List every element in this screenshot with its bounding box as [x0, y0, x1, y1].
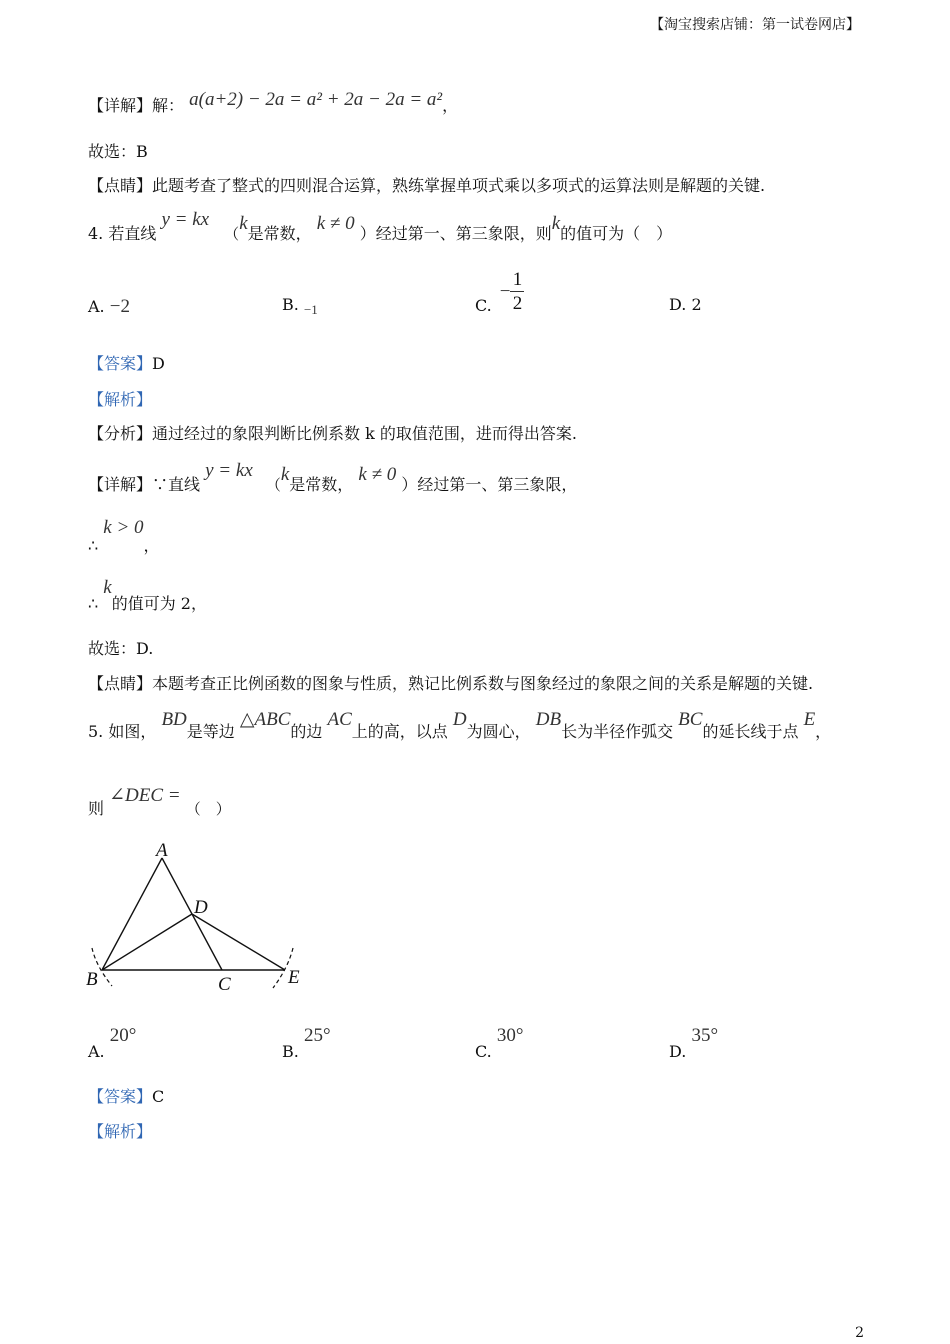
q5-then: 则: [88, 799, 105, 818]
q5-stem-2: [88, 785, 231, 818]
answer-tag: 【答案】: [88, 354, 153, 373]
punct: ，: [815, 722, 832, 741]
option-value: 2: [691, 295, 702, 314]
option-value: 30°: [496, 1025, 524, 1046]
option-value: 20°: [109, 1025, 137, 1046]
option-label: B.: [282, 1042, 299, 1061]
q4-therefore-2: [88, 577, 207, 613]
q5-option-c: [475, 1025, 524, 1061]
q5-number: 5. 如图，: [88, 722, 157, 741]
k-symbol-2: k: [551, 213, 561, 234]
q4-choice: 故选：D.: [88, 639, 154, 658]
q3-choice: 故选：B: [88, 142, 148, 161]
option-value: 25°: [303, 1025, 331, 1046]
q4-fenxi: [88, 426, 577, 442]
segment-bd: [102, 914, 192, 970]
q5-option-a: [88, 1025, 137, 1061]
q3-comment: [88, 178, 765, 194]
q4-condition-2: k ≠ 0: [358, 464, 397, 485]
option-label: D.: [669, 1042, 687, 1061]
detail-prefix: 解：: [152, 96, 185, 115]
answer-paren: （ ）: [185, 800, 231, 818]
comment-tag: 【点睛】: [88, 674, 153, 693]
q4-therefore-1: [88, 517, 160, 555]
therefore-symbol: ∴: [88, 536, 99, 555]
q4-equation: y = kx: [161, 209, 210, 230]
answer-value: C: [152, 1087, 165, 1106]
detail-text-2: 是常数，: [289, 475, 354, 494]
fraction-bar: [510, 291, 524, 292]
therefore-symbol: ∴: [88, 594, 99, 613]
triangle-figure: [80, 838, 320, 998]
label-a: A: [156, 840, 168, 861]
q4-number: 4. 若直线: [88, 224, 157, 243]
q4-equation-2: y = kx: [205, 460, 253, 481]
detail-text-3: ）经过第一、第三象限，: [401, 475, 578, 494]
fenxi-text: 通过经过的象限判断比例系数 k 的取值范围，进而得出答案.: [152, 424, 577, 443]
q5-text: 的延长线于点: [702, 722, 799, 741]
q5-option-b: [282, 1025, 331, 1061]
point-e: E: [803, 709, 816, 730]
k-symbol: k: [239, 213, 248, 234]
fraction-numerator: 1: [512, 268, 523, 290]
q4-comment: [88, 676, 813, 692]
answer-value: D: [152, 354, 165, 373]
fraction-denominator: 2: [512, 292, 523, 314]
triangle-abc: △ABC: [239, 709, 291, 730]
angle-dec: ∠DEC =: [109, 785, 181, 806]
option-label: B.: [282, 295, 299, 314]
page-number: 2: [855, 1325, 864, 1341]
q5-text: 的边: [290, 722, 323, 741]
answer-tag: 【答案】: [88, 1087, 153, 1106]
seg-db: DB: [535, 709, 562, 730]
option-label: A.: [88, 297, 105, 316]
q5-option-d: [669, 1025, 719, 1061]
q4-condition: k ≠ 0: [316, 213, 355, 234]
label-d: D: [194, 897, 208, 918]
segment-de: [192, 914, 285, 970]
punct: ，: [143, 536, 160, 555]
q4-text-3: 的值可为（ ）: [560, 224, 673, 243]
detail-tag: 【详解】: [88, 475, 153, 494]
q4-option-c: [475, 268, 524, 314]
k-greater-zero: k > 0: [103, 517, 144, 538]
seg-ac: AC: [327, 709, 352, 730]
side-ab: [102, 858, 162, 970]
comment-tag: 【点睛】: [88, 176, 153, 195]
q5-analysis-tag: 【解析】: [88, 1122, 153, 1141]
q3-detail-line: [88, 89, 459, 115]
detail-tag: 【详解】: [88, 96, 153, 115]
q5-text: 上的高，以点: [351, 722, 448, 741]
option-label: C.: [475, 1042, 492, 1061]
q4-detail: [88, 460, 578, 494]
k-symbol-3: k: [280, 464, 290, 485]
q5-stem: [88, 709, 832, 741]
comment-text: 本题考查正比例函数的图象与性质，熟记比例系数与图象经过的象限之间的关系是解题的关键.: [152, 674, 814, 693]
k-symbol-4: k: [103, 577, 112, 598]
q4-option-d: [669, 297, 702, 313]
q4-option-a: [88, 297, 130, 316]
q4-stem: [88, 209, 673, 243]
seg-bc: BC: [678, 709, 703, 730]
q4-option-b: [282, 295, 318, 317]
label-c: C: [218, 974, 231, 995]
paren-open: （: [265, 476, 281, 494]
fraction-sign: −: [499, 280, 511, 302]
fraction-one-half: [510, 270, 524, 313]
option-label: A.: [88, 1042, 105, 1061]
q4-answer: [88, 356, 165, 372]
fenxi-tag: 【分析】: [88, 424, 153, 443]
q5-text: 为圆心，: [466, 722, 531, 741]
punct: ，: [442, 96, 459, 115]
option-value: −1: [303, 302, 318, 317]
label-e: E: [288, 967, 300, 988]
point-d: D: [452, 709, 467, 730]
option-label: C.: [475, 296, 492, 315]
q4-text-2: ）经过第一、第三象限，则: [359, 224, 552, 243]
label-b: B: [86, 969, 98, 990]
detail-text: ∵直线: [152, 475, 201, 494]
value-text: 的值可为 2，: [111, 594, 207, 613]
shop-header: 【淘宝搜索店铺：第一试卷网店】: [650, 17, 860, 33]
q4-analysis-tag: 【解析】: [88, 390, 153, 409]
option-label: D.: [669, 295, 687, 314]
seg-bd: BD: [161, 709, 187, 730]
q4-text: 是常数，: [247, 224, 312, 243]
paren-open: （: [224, 225, 240, 243]
q3-formula: a(a+2) − 2a = a² + 2a − 2a = a²: [189, 89, 443, 110]
q5-text: 长为半径作弧交: [561, 722, 674, 741]
option-value: −2: [109, 296, 130, 317]
option-value: 35°: [691, 1025, 719, 1046]
q5-answer: [88, 1089, 164, 1105]
q5-text: 是等边: [186, 722, 235, 741]
comment-text: 此题考查了整式的四则混合运算，熟练掌握单项式乘以多项式的运算法则是解题的关键.: [152, 176, 766, 195]
